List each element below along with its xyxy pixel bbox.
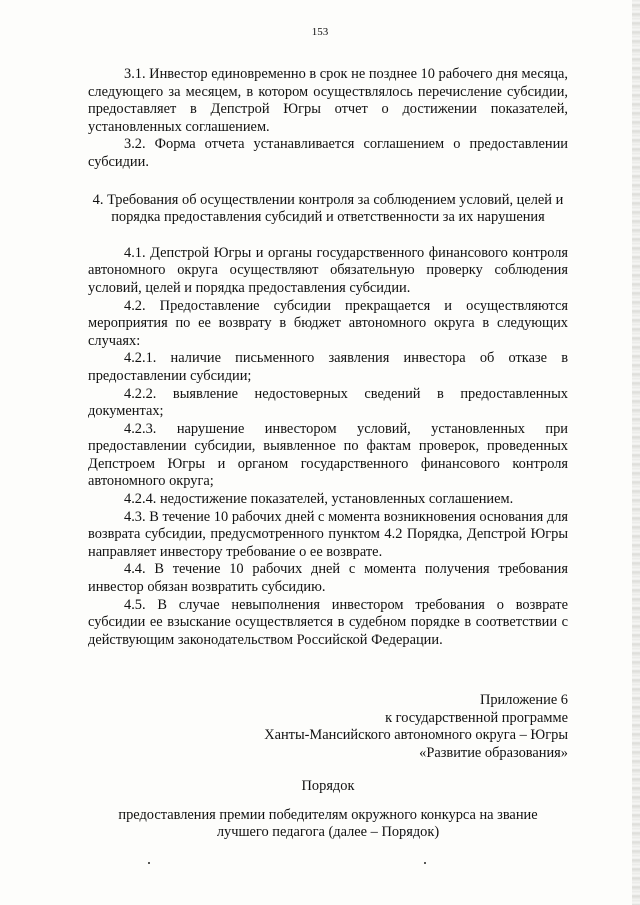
paragraph-4-2-2: 4.2.2. выявление недостоверных сведений в предоставленных документах; [88,385,568,420]
paragraph-3-2: 3.2. Форма отчета устанавливается соглашением о предоставлении субсидии. [88,136,568,170]
appendix-line-1: Приложение 6 [479,692,568,708]
document-body [88,66,568,649]
paragraph-4-5: 4.5. В случае невыполнения инвестором требования о возврате субсидии ее взыскание осуществляется в судебном порядке в соответствии с действующим законодательством Российской Федерации. [88,596,568,648]
paragraph-4-2: 4.2. Предоставление субсидии прекращается и осуществляются мероприятия по ее возврату в бюджет автономного округа в следующих случаях: [88,297,568,349]
order-title: Порядок [301,778,355,794]
scan-speck [424,862,426,864]
paragraph-4-3: 4.3. В течение 10 рабочих дней с момента возникновения основания для возврата субсидии, предусмотренного пунктом 4.2 Порядка, Депстрой Югры направляет инвестору требование о ее возврате. [88,508,568,560]
order-subtitle-line-1: предоставления премии победителям окружного конкурса на звание [118,806,538,823]
page-number: 153 [311,26,329,38]
page-edge-shadow [632,0,640,905]
order-block [88,778,568,842]
paragraph-4-2-3: 4.2.3. нарушение инвестором условий, установленных при предоставлении субсидии, выявленное по фактам проверок, проведенных Депстроем Югры и органом государственного финансового контроля автономного округа; [88,420,568,490]
appendix-block [200,692,568,762]
section-heading-4: 4. Требования об осуществлении контроля за соблюдением условий, целей и порядка предоставления субсидий и ответственности за их нарушения [92,191,564,226]
paragraph-4-2-1: 4.2.1. наличие письменного заявления инвестора об отказе в предоставлении субсидии; [88,350,568,384]
paragraph-4-2-4: 4.2.4. недостижение показателей, установленных соглашением. [124,491,514,508]
paragraph-4-4: 4.4. В течение 10 рабочих дней с момента получения требования инвестор обязан возвратить субсидию. [88,561,568,596]
appendix-line-4: «Развитие образования» [419,744,568,761]
appendix-line-3: Ханты-Мансийского автономного округа – Югры [264,727,568,744]
scan-speck [148,862,150,864]
order-subtitle-line-2: лучшего педагога (далее – Порядок) [216,824,440,841]
appendix-line-2: к государственной программе [385,709,568,726]
paragraph-3-1: 3.1. Инвестор единовременно в срок не позднее 10 рабочего дня месяца, следующего за месяцем, в котором осуществлялось перечисление субсидии, предоставляет в Депстрой Югры отчет о достижении показателей, установленных соглашением. [88,66,569,135]
paragraph-4-1: 4.1. Депстрой Югры и органы государственного финансового контроля автономного округа осуществляют обязательную проверку соблюдения условий, целей и порядка предоставления субсидии. [88,244,568,296]
